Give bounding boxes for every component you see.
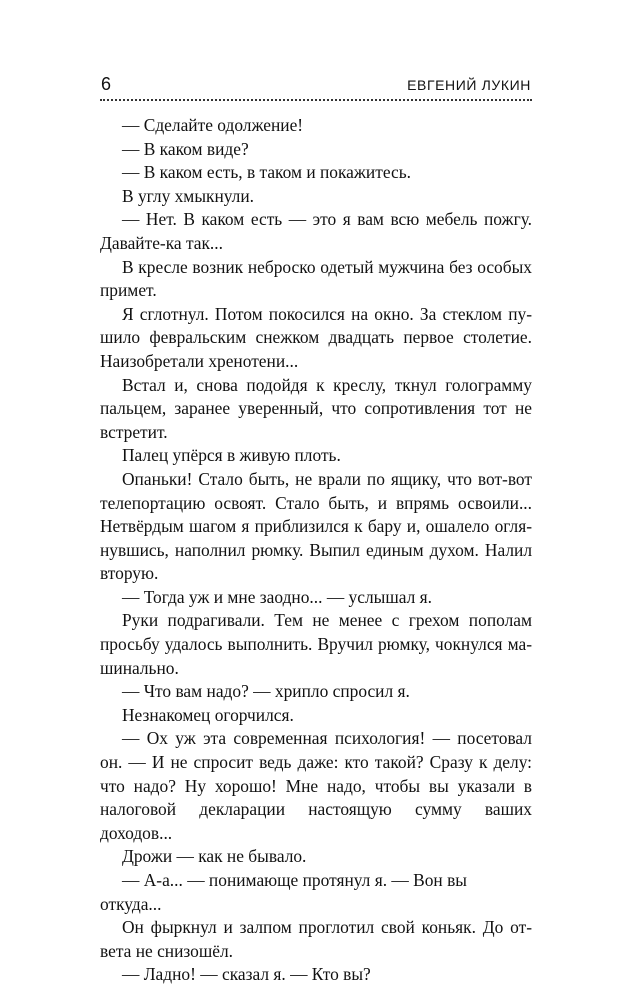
paragraph: — В каком виде? [122, 138, 249, 159]
paragraph: В кресле возник неброско одетый мужчина без особых примет. [100, 256, 532, 301]
paragraph: В углу хмыкнули. [122, 185, 255, 206]
paragraph: Я сглотнул. Потом покосился на окно. За стеклом пушило февральским снежком двадцать первое столетие. Наизобретали хренотени... [100, 303, 532, 371]
paragraph: Он фыркнул и залпом проглотил свой коньяк. До ответа не снизошёл. [100, 917, 532, 961]
body-text [100, 114, 532, 987]
paragraph: — А-а... — понимающе протянул я. — Вон вы откуда... [100, 870, 467, 914]
header-dotted-rule [100, 99, 532, 101]
paragraph: Руки подрагивали. Тем не менее с грехом пополам просьбу удалось выполнить. Вручил рюмку, чокнулся машинально. [100, 610, 532, 678]
paragraph: — Нет. В каком есть — это я вам всю мебель пожгу. Давайте-ка так... [100, 209, 532, 253]
paragraph: — Ладно! — сказал я. — Кто вы? [122, 964, 371, 985]
paragraph: — Что вам надо? — хрипло спросил я. [122, 681, 410, 702]
paragraph: Дрожи — как не бывало. [122, 846, 307, 867]
paragraph: — Тогда уж и мне заодно... — услышал я. [122, 586, 432, 607]
running-head-author: ЕВГЕНИЙ ЛУКИН [407, 77, 531, 93]
paragraph: — Сделайте одолжение! [122, 115, 304, 135]
paragraph: Встал и, снова подойдя к креслу, ткнул голограмму пальцем, заранее уверенный, что сопротивления тот не встретит. [100, 374, 532, 442]
page-number: 6 [101, 74, 112, 94]
running-head [99, 74, 531, 96]
paragraph: Опаньки! Стало быть, не врали по ящику, что вот-вот телепортацию освоят. Стало быть, и впрямь освоили... Нетвёрдым шагом я приблизился к бару и, ошалело оглянувшись, наполнил рюмку. Выпил единым духом. Налил вторую. [100, 468, 532, 584]
paragraph: — В каком есть, в таком и покажитесь. [122, 162, 411, 183]
paragraph: Палец упёрся в живую плоть. [122, 445, 341, 466]
paragraph: — Ох уж эта современная психология! — посетовал он. — И не спросит ведь даже: кто такой? Сразу к делу: что надо? Ну хорошо! Мне надо, чтобы вы указали в налоговой декларации настоящую сумму ваших доходов... [100, 728, 532, 843]
paragraph: Незнакомец огорчился. [122, 704, 294, 725]
